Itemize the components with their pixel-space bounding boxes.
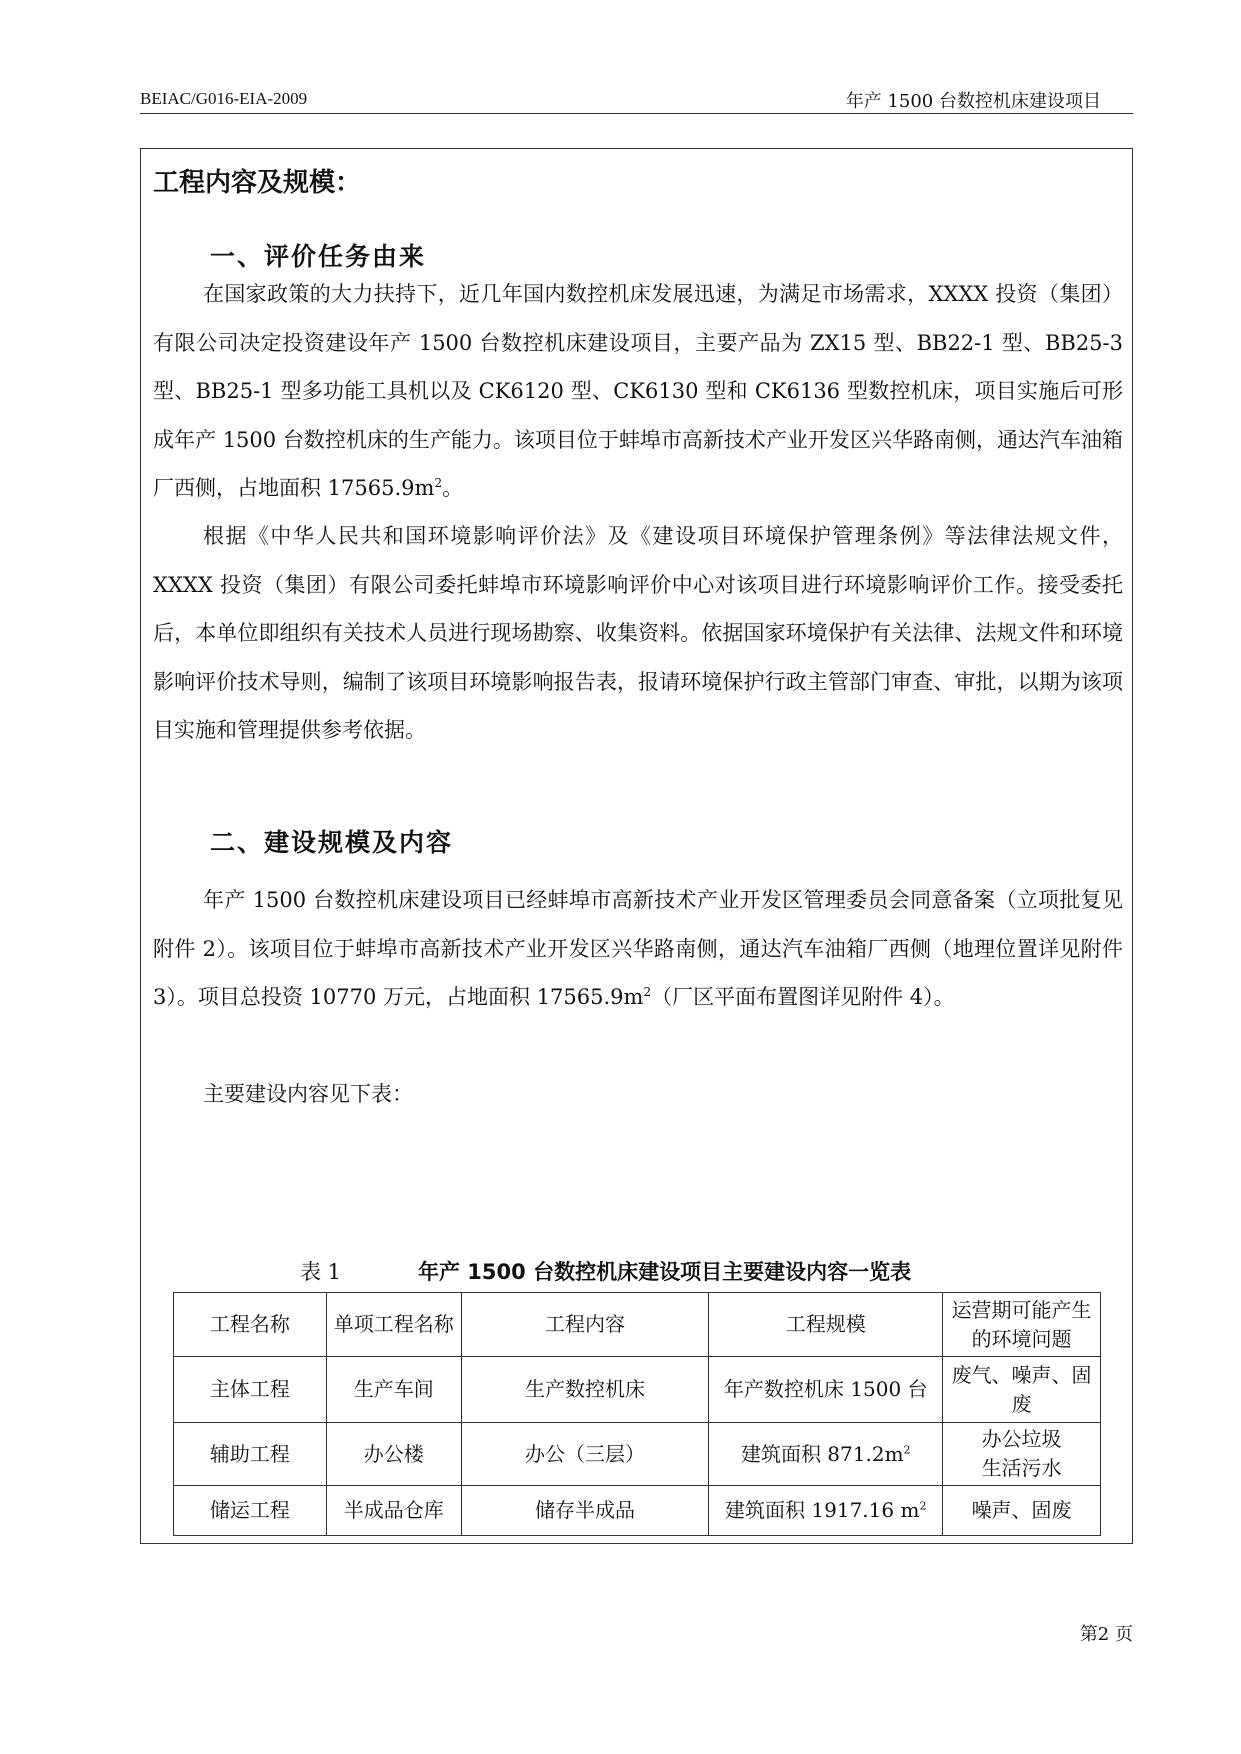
table-cell: 办公（三层） — [461, 1423, 709, 1486]
construction-content-table — [173, 1292, 1101, 1536]
table-cell: 半成品仓库 — [326, 1486, 461, 1536]
table-row — [174, 1486, 1101, 1536]
header-divider — [140, 113, 1133, 114]
table-cell: 主体工程 — [174, 1357, 327, 1423]
table-cell: 生产车间 — [326, 1357, 461, 1423]
table-number: 表 1 — [300, 1260, 342, 1284]
header-cell: 单项工程名称 — [326, 1293, 461, 1357]
table-cell: 建筑面积 1917.16 $m^2$ — [709, 1486, 943, 1536]
paragraph-construction-overview: 年产 1500 台数控机床建设项目已经蚌埠市高新技术产业开发区管理委员会同意备案（立项批复见附件 2）。该项目位于蚌埠市高新技术产业开发区兴华路南侧，通达汽车油箱厂西侧（地理位置详见附件 3）。项目总投资 10770 万元，占地面积 $17565.9m^2$（厂区平面布置图详见附件 4）。 — [153, 888, 1123, 1009]
table-cell: 办公楼 — [326, 1423, 461, 1486]
table-cell: 办公垃圾 生活污水 — [943, 1423, 1101, 1486]
table-caption — [300, 1256, 911, 1286]
heading-construction-scale: 二、建设规模及内容 — [210, 828, 454, 857]
table-cell: 废气、噪声、固废 — [943, 1357, 1101, 1423]
paragraph-evaluation-commission: 根据《中华人民共和国环境影响评价法》及《建设项目环境保护管理条例》等法律法规文件，XXXX 投资（集团）有限公司委托蚌埠市环境影响评价中心对该项目进行环境影响评价工作。接受委托后，本单位即组织有关技术人员进行现场勘察、收集资料。依据国家环境保护有关法律、法规文件和环境影响评价技术导则，编制了该项目环境影响报告表，报请环境保护行政主管部门审查、审批，以期为该项目实施和管理提供参考依据。 — [153, 524, 1123, 742]
table-cell: 辅助工程 — [174, 1423, 327, 1486]
paragraph-evaluation-background: 在国家政策的大力扶持下，近几年国内数控机床发展迅速，为满足市场需求，XXXX 投资（集团）有限公司决定投资建设年产 1500 台数控机床建设项目，主要产品为 ZX15 型、BB22-1 型、BB25-3 型、BB25-1 型多功能工具机以及 CK6120 型、CK6130 型和 CK6136 型数控机床，项目实施后可形成年产 1500 台数控机床的生产能力。该项目位于蚌埠市高新技术产业开发区兴华路南侧，通达汽车油箱厂西侧，占地面积 $17565.9m^2$。 — [153, 282, 1123, 500]
page-number: 第2 页 — [1079, 1624, 1133, 1645]
table-cell: 生产数控机床 — [461, 1357, 709, 1423]
header-cell: 运营期可能产生的环境问题 — [943, 1293, 1101, 1357]
header-cell: 工程内容 — [461, 1293, 709, 1357]
table-cell: 噪声、固废 — [943, 1486, 1101, 1536]
table-title: 年产 1500 台数控机床建设项目主要建设内容一览表 — [418, 1260, 912, 1284]
section-title: 工程内容及规模： — [153, 168, 362, 198]
table-cell: 储运工程 — [174, 1486, 327, 1536]
header-cell: 工程规模 — [709, 1293, 943, 1357]
table-row — [174, 1423, 1101, 1486]
table-row — [174, 1357, 1101, 1423]
header-cell: 工程名称 — [174, 1293, 327, 1357]
document-code: BEIAC/G016-EIA-2009 — [140, 89, 308, 108]
header-project-title: 年产 1500 台数控机床建设项目 — [845, 91, 1101, 112]
heading-evaluation-origin: 一、评价任务由来 — [210, 242, 427, 271]
paragraph-table-intro: 主要建设内容见下表： — [203, 1082, 413, 1106]
table-header-row — [174, 1293, 1101, 1357]
table-cell: 储存半成品 — [461, 1486, 709, 1536]
table-cell: 建筑面积 $871.2m^2$ — [709, 1423, 943, 1486]
table-cell: 年产数控机床 1500 台 — [709, 1357, 943, 1423]
